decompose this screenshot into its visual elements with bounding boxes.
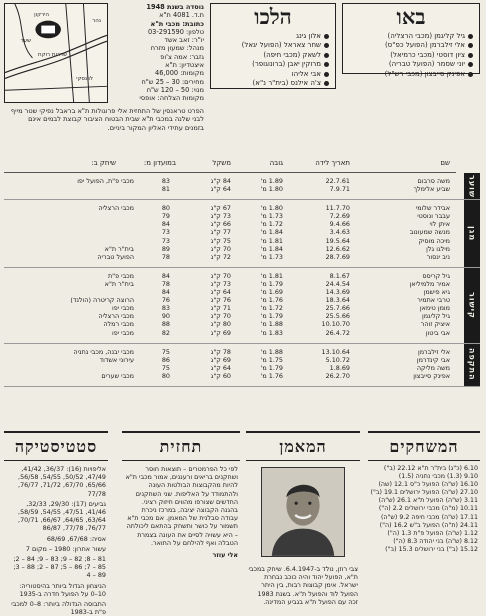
player-name: אלי זילברמן — [417, 347, 450, 356]
player-birthdate: 22.7.61 — [325, 177, 350, 185]
player-height: 1.79 מ' — [260, 363, 283, 372]
list-item: שחר צאראל (הפועל יגאל) — [215, 41, 329, 50]
player-name: איציק זוהר — [420, 320, 450, 329]
forecast-author: אלי עוזר — [212, 551, 238, 560]
stats-item: גביעים (17): 29/30, 32/33, 41/46, 47/51, 54/55, 58/59, 63/64, 64/65, 66/67, 70/71, 76/77, 77/78, 86/87 — [18, 499, 106, 533]
departures-box — [210, 3, 336, 89]
schedule-item: 6.10 (כ"ג) בית"ר ת"א 22.12 (ב") — [383, 465, 478, 472]
info-line: מקומות: 46,000 — [155, 69, 204, 78]
stats-item: עשור אחרון: 1980 – מקום 7 — [25, 544, 106, 553]
table-row — [4, 237, 480, 245]
departures-list — [211, 30, 335, 88]
schedule-item: 1.12 (ש"ה) הפועל פ"ת 1.3 (ה") — [387, 529, 478, 537]
map-label: שער — [20, 38, 31, 44]
table-row — [4, 329, 480, 337]
player-weight: 76 ק"ג — [210, 296, 231, 305]
player-birthdate: 19.5.64 — [325, 236, 350, 245]
player-weight: 73 ק"ג — [210, 279, 231, 288]
info-line: מנוי: 50 – 120 ש"ח — [146, 85, 204, 94]
player-height: 1.72 מ' — [260, 304, 283, 313]
player-birthdate: 18.3.64 — [325, 296, 350, 305]
player-weight: 77 ק"ג — [210, 228, 231, 237]
table-row — [4, 364, 480, 372]
list-item: לשאק (מכבי חיפה) — [215, 51, 329, 60]
table-row — [4, 253, 480, 261]
player-prev-clubs: מכבי פ"ת, הפועל יפו — [77, 177, 134, 185]
bottom-columns — [4, 431, 480, 616]
player-name: מומן טימאן — [419, 304, 450, 313]
player-weight: 72 ק"ג — [210, 252, 231, 261]
club-note: הפרט טראנסין של התחזית אלי פרוגולות ת"א בראבל נפיקי שטר מייף לבני שלנה במכבי ת"א שבית הבטוח הציבור קבוצת לבמים אינם בזמנים עתידי האליון המקור ביניים. — [10, 107, 204, 132]
position-group — [4, 344, 480, 387]
player-prev-clubs: מכבי רמלה — [103, 320, 134, 329]
arrivals-list — [343, 30, 479, 79]
info-line: מנהל: שמעון מזרח — [150, 44, 204, 53]
table-row — [4, 372, 480, 380]
founded-line: נוסדה בשנת 1948 — [146, 3, 204, 11]
player-height: 1.89 מ' — [260, 177, 283, 185]
player-prev-clubs: מכבי יבנה, מכבי נתניה — [73, 347, 134, 356]
player-height: 1.73 מ' — [260, 252, 283, 261]
player-height: 1.76 מ' — [260, 296, 283, 305]
player-height: 1.69 מ' — [260, 288, 283, 297]
table-header — [4, 159, 456, 173]
stats-title: סטטיסטיקה — [4, 431, 108, 461]
list-item: יוני שסמר (הפועל טבריה) — [347, 60, 473, 69]
info-line: טלפון: 03-291590 — [147, 27, 204, 36]
position-groups — [4, 173, 480, 387]
player-since: 84 — [161, 271, 170, 280]
player-prev-clubs: מכבי פ"ת — [107, 271, 134, 280]
position-tab: קישור — [464, 268, 480, 343]
player-since: 84 — [161, 220, 170, 229]
player-height: 1.83 מ' — [260, 328, 283, 337]
table-row — [4, 272, 480, 280]
position-group — [4, 268, 480, 344]
player-weight: 70 ק"ג — [210, 271, 231, 280]
player-birthdate: 13.10.64 — [321, 347, 350, 356]
position-group — [4, 173, 480, 200]
table-row — [4, 296, 480, 304]
player-birthdate: 3.4.63 — [329, 228, 350, 237]
player-name: גיא פישמן — [423, 288, 450, 297]
player-prev-clubs: מכבי יפו — [111, 304, 134, 313]
player-birthdate: 9.4.66 — [329, 220, 350, 229]
player-prev-clubs: בית"ר ת"א — [104, 279, 134, 288]
player-since: 75 — [161, 347, 170, 356]
coach-title: המאמן — [246, 431, 360, 461]
table-row — [4, 348, 480, 356]
table-row — [4, 320, 480, 328]
list-item: אבי אליהו — [215, 70, 329, 79]
player-weight: 60 ק"ג — [210, 371, 231, 380]
info-line: מקומות הצלחה: אופסי — [139, 94, 204, 103]
player-birthdate: 1.8.69 — [329, 363, 350, 372]
player-name: מנשה שמעונוב — [409, 228, 450, 237]
player-weight: 64 ק"ג — [210, 288, 231, 297]
player-birthdate: 28.7.69 — [325, 252, 350, 261]
player-since: 75 — [161, 363, 170, 372]
player-birthdate: 8.1.67 — [329, 271, 350, 280]
player-height: 1.80 מ' — [260, 185, 283, 194]
squad-table — [4, 153, 480, 415]
player-name: עבבר ונוסטי — [417, 212, 450, 221]
player-birthdate: 12.6.62 — [325, 244, 350, 253]
player-since: 73 — [161, 228, 170, 237]
player-birthdate: 25.7.66 — [325, 304, 350, 313]
schedule-item: 27.10 (ש"ה) הפועל ירושלים 19.1 (ב") — [370, 489, 478, 497]
club-info-band — [4, 3, 480, 149]
player-prev-clubs: מכבי שערים — [101, 371, 134, 380]
header-name: שם — [440, 159, 450, 167]
list-item: ציון דוסטי (מכבי כרמיאל) — [347, 51, 473, 60]
position-tab: מגן — [464, 200, 480, 267]
stadium-map — [4, 3, 108, 103]
stats-item: 81 – 8; 82 – 9; 83 – 9; 84 – 2; 85 – 7; 86 – 5; 87 – 2; 88 – 3; 89 – 4 — [13, 555, 106, 580]
player-since: 73 — [161, 236, 170, 245]
player-since: 82 — [161, 328, 170, 337]
player-since: 88 — [161, 320, 170, 329]
player-since: 89 — [161, 244, 170, 253]
player-name: מילגו גלן — [426, 244, 450, 253]
player-weight: 67 ק"ג — [210, 204, 231, 213]
player-height: 1.88 מ' — [260, 320, 283, 329]
player-birthdate: 7.2.69 — [329, 212, 350, 221]
schedule-item: 3.11 (ש"ה) הפועל ת"א 26.1 (ש"ה) — [378, 497, 478, 505]
map-label: נהר — [92, 18, 101, 24]
player-height: 1.73 מ' — [260, 212, 283, 221]
player-weight: 71 ק"ג — [210, 304, 231, 313]
player-height: 1.81 מ' — [260, 271, 283, 280]
schedule-list — [368, 461, 480, 554]
list-item: אלי זילברמן (הפועל כפ"ס) — [347, 41, 473, 50]
table-row — [4, 177, 480, 185]
player-weight: 66 ק"ג — [210, 220, 231, 229]
table-row — [4, 245, 480, 253]
list-item: מרוקין יאבן (ברונוגופר) — [215, 60, 329, 69]
player-height: 1.79 מ' — [260, 279, 283, 288]
player-weight: 84 ק"ג — [210, 177, 231, 185]
schedule-column — [368, 431, 480, 597]
player-weight: 80 ק"ג — [210, 320, 231, 329]
player-name: גיל קליגמן — [421, 312, 450, 321]
player-birthdate: 5.10.72 — [325, 355, 350, 364]
player-since: 84 — [161, 288, 170, 297]
table-row — [4, 212, 480, 220]
map-label: הירקון — [34, 12, 49, 18]
player-prev-clubs: הרוצה קריטרה (הולנד) — [70, 296, 134, 305]
header-since: במועדון מ: — [143, 159, 176, 167]
player-weight: 69 ק"ג — [210, 355, 231, 364]
stats-list — [4, 461, 108, 616]
player-name: שביע אלימלך — [413, 185, 450, 194]
table-row — [4, 356, 480, 364]
player-name: מיכה מוסיק — [418, 236, 450, 245]
schedule-item: 24.11 (ת"ה) הפועל ב"ש 16.2 (ה") — [379, 521, 478, 529]
header-height: גובה — [269, 159, 283, 167]
player-height: 1.84 מ' — [260, 244, 283, 253]
schedule-item: 10.11 (מ"ה) מכבי ירושלים 2.2 (ה") — [378, 505, 478, 513]
schedule-item: 16.10 (ש"ה) הפועל כ"ס 12.1 (שה) — [378, 481, 478, 489]
stats-item: אליפויות (16): 36/37, 41/42, 47/49, 50/52, 54/55, 56/58, 65/66, 67/70, 71/72, 76/77, 77/78 — [18, 465, 106, 498]
header-weight: משקל — [212, 159, 231, 167]
player-weight: 69 ק"ג — [210, 328, 231, 337]
player-birthdate: 10.10.70 — [321, 320, 350, 329]
table-row — [4, 185, 480, 193]
player-name: אבידר שלומי — [415, 204, 450, 213]
stats-item: הניצחון הגדול ביותר בהיסטוריה: 10–0 על הפועל חדרה ב-1935 — [19, 581, 106, 598]
player-height: 1.84 מ' — [260, 228, 283, 237]
position-tab: התקפה — [464, 344, 480, 386]
map-label: שדרות רוקח — [38, 52, 67, 58]
info-line: איצטדיון: ת"א — [165, 61, 204, 70]
stats-item: אסיה: 67/68, 68/69 — [46, 534, 106, 543]
player-weight: 64 ק"ג — [210, 185, 231, 194]
map-label: לוינסקי — [76, 76, 93, 82]
info-line: גזבר: אמה צ'ופ — [160, 52, 204, 61]
list-item: אפינק סייבצון (מכבי רש"ל) — [347, 70, 473, 79]
forecast-column — [122, 431, 240, 597]
list-item: צ'ה אילנס (בית"ר נ"א) — [215, 79, 329, 88]
player-since: 81 — [161, 185, 170, 194]
arrivals-title: באו — [396, 4, 426, 29]
player-name: אמיר מלמיליאן — [409, 279, 450, 288]
list-item: גיל קליגמן (מכבי הרצליה) — [347, 32, 473, 41]
player-birthdate: 14.3.69 — [325, 288, 350, 297]
player-name: ניב ינסור — [426, 252, 450, 261]
forecast-title: תחזית — [122, 431, 240, 461]
player-since: 80 — [161, 204, 170, 213]
list-item: אלון גינג — [215, 32, 329, 41]
coach-photo — [261, 467, 345, 557]
player-birthdate: 26.2.70 — [325, 371, 350, 380]
table-row — [4, 204, 480, 212]
coach-column — [246, 431, 360, 606]
player-weight: 70 ק"ג — [210, 312, 231, 321]
info-line: מחירים: 30 – 25 ש"ח — [141, 77, 204, 86]
player-height: 1.75 מ' — [260, 355, 283, 364]
player-height: 1.80 מ' — [260, 204, 283, 213]
player-height: 1.76 מ' — [260, 371, 283, 380]
player-height: 1.79 מ' — [260, 312, 283, 321]
position-group — [4, 200, 480, 268]
player-height: 1.88 מ' — [260, 347, 283, 356]
player-weight: 73 ק"ג — [210, 212, 231, 221]
player-since: 80 — [161, 371, 170, 380]
player-prev-clubs: מכבי הרצליה — [98, 312, 134, 321]
schedule-item: 9.10 (1.3) מכבי נתניה (1.5) — [398, 473, 478, 481]
player-since: 83 — [161, 304, 170, 313]
header-birthdate: תאריך לידה — [315, 159, 350, 167]
schedule-item: 15.12 (ב") בני ירושלים 15.3 (ב") — [385, 545, 478, 553]
schedule-item: 8.12 (ש"ה) בני יהודה 8.3 (ה") — [393, 537, 478, 545]
arrivals-box — [342, 3, 480, 78]
player-prev-clubs: בית"ר ת"א — [104, 244, 134, 253]
player-since: 78 — [161, 279, 170, 288]
player-prev-clubs: מכבי יפו — [111, 328, 134, 337]
player-since: 78 — [161, 252, 170, 261]
player-name: אבי ביטון — [425, 328, 450, 337]
info-line: ת.ד. 4081 ת"א — [159, 11, 204, 20]
player-weight: 64 ק"ג — [210, 363, 231, 372]
player-name: גיל קריסס — [422, 271, 450, 280]
schedule-item: 17.11 (ש"ה) מכבי חיפה 9.2 (ש"ה) — [380, 513, 478, 521]
player-prev-clubs: מכבי הרצליה — [98, 204, 134, 213]
player-name: אפינק סייבצון — [413, 371, 450, 380]
header-played-at: שיחק ב: — [91, 159, 116, 167]
player-weight: 78 ק"ג — [210, 347, 231, 356]
player-birthdate: 24.4.54 — [325, 279, 350, 288]
player-prev-clubs: הפועל טבריה — [97, 252, 134, 261]
player-height: 1.81 מ' — [260, 236, 283, 245]
player-name: איתן לוי — [429, 220, 450, 229]
player-name: אבי קינדרמן — [416, 355, 450, 364]
player-birthdate: 7.9.71 — [329, 185, 350, 194]
player-name: טרבי אתמיר — [417, 296, 450, 305]
position-tab: שוער — [464, 173, 480, 199]
table-row — [4, 288, 480, 296]
player-birthdate: 11.7.70 — [325, 204, 350, 213]
coach-portrait — [262, 468, 344, 556]
player-since: 86 — [161, 355, 170, 364]
info-line: כתובת: מכבי ת"א — [150, 19, 204, 28]
departures-title: הלכו — [254, 4, 292, 29]
player-since: 90 — [161, 312, 170, 321]
player-since: 83 — [161, 177, 170, 185]
player-since: 79 — [161, 212, 170, 221]
player-height: 1.72 מ' — [260, 220, 283, 229]
player-since: 76 — [161, 296, 170, 305]
table-row — [4, 280, 480, 288]
coach-bio: צבי רוזן, נולד ב-6.4.1947. שיחק במכבי ת"א, הפועל יהוד והיה כוכב נבחרת ישראל. אימן קבוצות רבות, בין היתר הפועל לוד והפועל ת"א. בשנת 1983 זכה עם הפועל ת"א בגביע המדינה. — [248, 565, 358, 606]
info-line: יו"ר: זאב אשד — [164, 36, 204, 45]
player-birthdate: 26.4.72 — [325, 328, 350, 337]
newspaper-page — [4, 3, 480, 616]
stats-item: התבוסה הגדולה ביותר: 8–0 למכבי פ"ת ב-1983 — [11, 600, 106, 616]
stats-column — [4, 431, 108, 616]
forecast-text: לפי כל הפרמטרים – תוצאות חוסר ושחקנים בריאים ורעננים, אמור מכבי ת"א להיות מהקבוצות הבולטות העונה ולהתמודד על האליפות. שני השחקנים החדשים שצורפו מהווים חיזוק רציני. בהגנה הקבוצה יציבה, במרכז ניכרת עבודה סבלנית של המאמן. אם מכבי ת"א תשמור על כושר ותשחק בהתאם ליכולתה – היא עשויה לסיים את העונה בצמרת הטבלה ואף להילחם על התואר. — [125, 465, 238, 547]
player-name: משה סרבום — [417, 177, 450, 185]
table-row — [4, 220, 480, 228]
player-weight: 75 ק"ג — [210, 236, 231, 245]
table-row — [4, 304, 480, 312]
player-birthdate: 25.5.66 — [325, 312, 350, 321]
table-row — [4, 228, 480, 236]
player-weight: 70 ק"ג — [210, 244, 231, 253]
table-row — [4, 312, 480, 320]
player-prev-clubs: עירוני אשדוד — [99, 355, 134, 364]
player-name: משה מליקה — [416, 363, 450, 372]
schedule-title: המשחקים — [368, 431, 480, 461]
